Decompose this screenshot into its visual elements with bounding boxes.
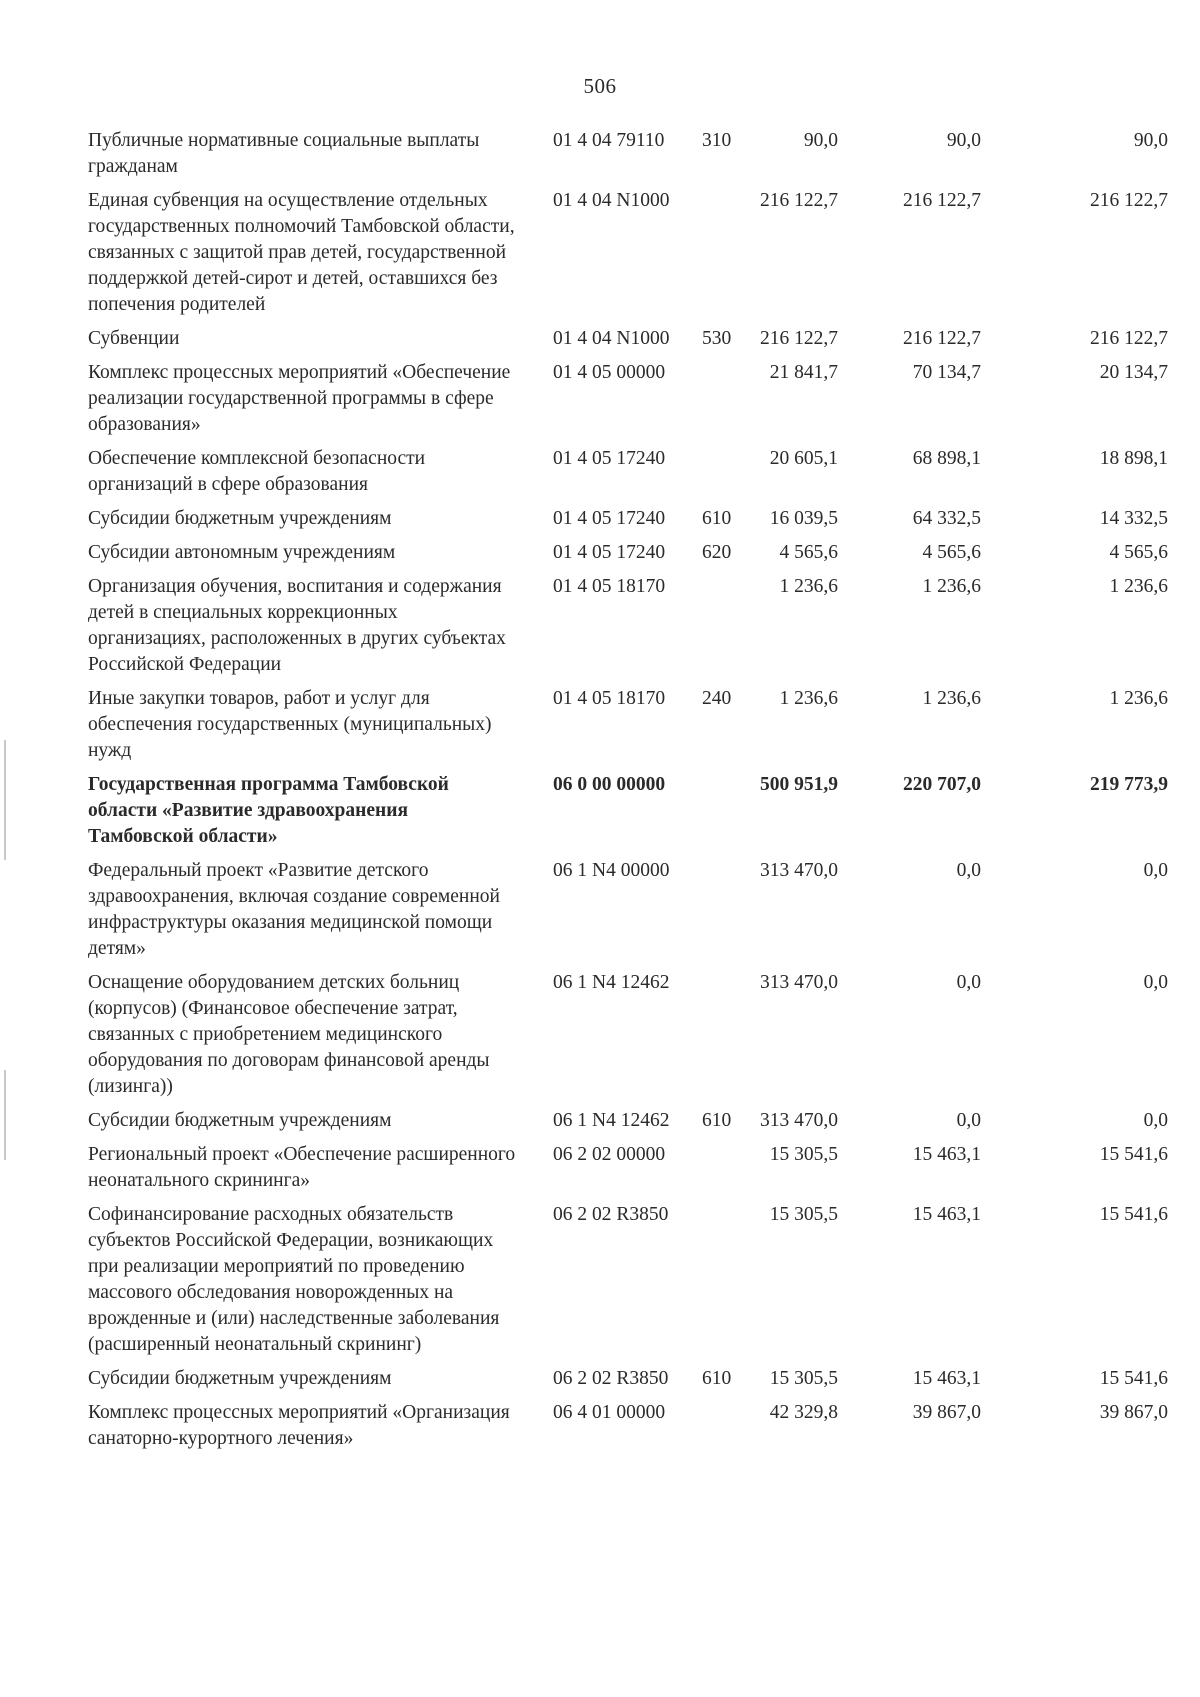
item-name: Государственная программа Тамбовской области «Развитие здравоохранения Тамбовской области» [88, 774, 449, 847]
item-name: Иные закупки товаров, работ и услуг для обеспечения государственных (муниципальных) нужд [88, 688, 492, 761]
expense-type-code: 610 [702, 1110, 732, 1131]
amount-year-3: 1 236,6 [1109, 576, 1168, 597]
table-row [88, 1108, 1168, 1134]
amount-year-1: 15 305,5 [769, 1368, 838, 1389]
amount-year-1: 313 470,0 [760, 1110, 838, 1131]
amount-year-3: 15 541,6 [1099, 1144, 1168, 1165]
amount-year-1: 500 951,9 [760, 774, 838, 795]
amount-year-1: 42 329,8 [769, 1402, 838, 1423]
amount-year-3: 219 773,9 [1090, 774, 1168, 795]
amount-year-1: 313 470,0 [760, 972, 838, 993]
amount-year-3: 216 122,7 [1090, 190, 1168, 211]
amount-year-1: 313 470,0 [760, 860, 838, 881]
table-row [88, 128, 1168, 180]
table-row [88, 1366, 1168, 1392]
amount-year-3: 39 867,0 [1099, 1402, 1168, 1423]
amount-year-3: 0,0 [1143, 860, 1168, 881]
table-row [88, 360, 1168, 438]
table-row [88, 1400, 1168, 1452]
amount-year-3: 15 541,6 [1099, 1204, 1168, 1225]
table-row [88, 686, 1168, 764]
amount-year-3: 20 134,7 [1099, 362, 1168, 383]
amount-year-2: 90,0 [946, 130, 981, 151]
table-row [88, 970, 1168, 1100]
expense-type-code: 620 [702, 542, 732, 563]
amount-year-1: 21 841,7 [769, 362, 838, 383]
expense-type-code: 530 [702, 328, 732, 349]
item-name: Публичные нормативные социальные выплаты гражданам [88, 130, 480, 177]
table-row [88, 1202, 1168, 1358]
amount-year-3: 14 332,5 [1099, 508, 1168, 529]
item-name: Субсидии бюджетным учреждениям [88, 508, 392, 529]
amount-year-1: 4 565,6 [779, 542, 838, 563]
item-name: Обеспечение комплексной безопасности организаций в сфере образования [88, 448, 426, 495]
amount-year-3: 0,0 [1143, 1110, 1168, 1131]
amount-year-2: 64 332,5 [912, 508, 981, 529]
target-code: 01 4 05 18170 [553, 576, 666, 597]
item-name: Единая субвенция на осуществление отдельных государственных полномочий Тамбовской области, связанных с защитой прав детей, государственной поддержкой детей-сирот и детей, оставшихся без попечения родителей [88, 190, 515, 315]
item-name: Оснащение оборудованием детских больниц (корпусов) (Финансовое обеспечение затрат, связанных с приобретением медицинского оборудования по договорам финансовой аренды (лизинга)) [88, 972, 490, 1097]
amount-year-1: 1 236,6 [779, 688, 838, 709]
table-body [88, 128, 1168, 1452]
amount-year-2: 220 707,0 [903, 774, 981, 795]
amount-year-2: 0,0 [956, 1110, 981, 1131]
amount-year-1: 216 122,7 [760, 328, 838, 349]
item-name: Субсидии бюджетным учреждениям [88, 1110, 392, 1131]
amount-year-2: 216 122,7 [903, 190, 981, 211]
amount-year-2: 1 236,6 [922, 576, 981, 597]
target-code: 06 2 02 00000 [553, 1144, 666, 1165]
budget-table [88, 128, 1168, 1460]
item-name: Субсидии автономным учреждениям [88, 542, 396, 563]
item-name: Федеральный проект «Развитие детского здравоохранения, включая создание современной инфраструктуры оказания медицинской помощи детям» [88, 860, 500, 959]
expense-type-code: 240 [702, 688, 732, 709]
amount-year-1: 20 605,1 [769, 448, 838, 469]
item-name: Комплекс процессных мероприятий «Организация санаторно-курортного лечения» [88, 1402, 510, 1449]
expense-type-code: 610 [702, 1368, 732, 1389]
table-row [88, 326, 1168, 352]
amount-year-2: 70 134,7 [912, 362, 981, 383]
target-code: 01 4 04 N1000 [553, 190, 670, 211]
amount-year-1: 216 122,7 [760, 190, 838, 211]
item-name: Субвенции [88, 328, 180, 349]
expense-type-code: 310 [702, 130, 732, 151]
table-row [88, 574, 1168, 678]
target-code: 01 4 05 18170 [553, 688, 666, 709]
target-code: 06 1 N4 12462 [553, 972, 670, 993]
target-code: 06 0 00 00000 [553, 774, 666, 795]
table-row [88, 772, 1168, 850]
amount-year-1: 15 305,5 [769, 1144, 838, 1165]
amount-year-2: 4 565,6 [922, 542, 981, 563]
target-code: 01 4 04 79110 [553, 130, 665, 151]
item-name: Софинансирование расходных обязательств субъектов Российской Федерации, возникающих при реализации мероприятий по проведению массового обследования новорожденных на врожденные и (или) наследственные заболевания (расширенный неонатальный скрининг) [88, 1204, 500, 1355]
amount-year-2: 15 463,1 [912, 1144, 981, 1165]
target-code: 01 4 05 17240 [553, 448, 666, 469]
amount-year-2: 68 898,1 [912, 448, 981, 469]
scan-artifact [4, 1070, 6, 1160]
amount-year-1: 15 305,5 [769, 1204, 838, 1225]
scan-artifact [4, 740, 6, 860]
table-row [88, 1142, 1168, 1194]
amount-year-2: 0,0 [956, 860, 981, 881]
item-name: Комплекс процессных мероприятий «Обеспечение реализации государственной программы в сфере образования» [88, 362, 511, 435]
expense-type-code: 610 [702, 508, 732, 529]
amount-year-3: 1 236,6 [1109, 688, 1168, 709]
amount-year-3: 4 565,6 [1109, 542, 1168, 563]
amount-year-3: 0,0 [1143, 972, 1168, 993]
amount-year-1: 90,0 [803, 130, 838, 151]
amount-year-1: 1 236,6 [779, 576, 838, 597]
amount-year-3: 18 898,1 [1099, 448, 1168, 469]
amount-year-1: 16 039,5 [769, 508, 838, 529]
target-code: 01 4 05 17240 [553, 508, 666, 529]
item-name: Организация обучения, воспитания и содержания детей в специальных коррекционных организациях, расположенных в других субъектах Российской Федерации [88, 576, 506, 675]
target-code: 01 4 05 17240 [553, 542, 666, 563]
amount-year-2: 15 463,1 [912, 1368, 981, 1389]
amount-year-2: 39 867,0 [912, 1402, 981, 1423]
amount-year-3: 216 122,7 [1090, 328, 1168, 349]
target-code: 01 4 04 N1000 [553, 328, 670, 349]
amount-year-3: 15 541,6 [1099, 1368, 1168, 1389]
target-code: 06 2 02 R3850 [553, 1204, 669, 1225]
table-row [88, 446, 1168, 498]
item-name: Региональный проект «Обеспечение расширенного неонатального скрининга» [88, 1144, 516, 1191]
table-row [88, 858, 1168, 962]
target-code: 01 4 05 00000 [553, 362, 666, 383]
amount-year-3: 90,0 [1133, 130, 1168, 151]
amount-year-2: 15 463,1 [912, 1204, 981, 1225]
target-code: 06 4 01 00000 [553, 1402, 666, 1423]
target-code: 06 1 N4 00000 [553, 860, 670, 881]
table-row [88, 506, 1168, 532]
page-number: 506 [583, 74, 617, 98]
table-row [88, 540, 1168, 566]
item-name: Субсидии бюджетным учреждениям [88, 1368, 392, 1389]
table-row [88, 188, 1168, 318]
amount-year-2: 216 122,7 [903, 328, 981, 349]
amount-year-2: 1 236,6 [922, 688, 981, 709]
target-code: 06 1 N4 12462 [553, 1110, 670, 1131]
amount-year-2: 0,0 [956, 972, 981, 993]
target-code: 06 2 02 R3850 [553, 1368, 669, 1389]
